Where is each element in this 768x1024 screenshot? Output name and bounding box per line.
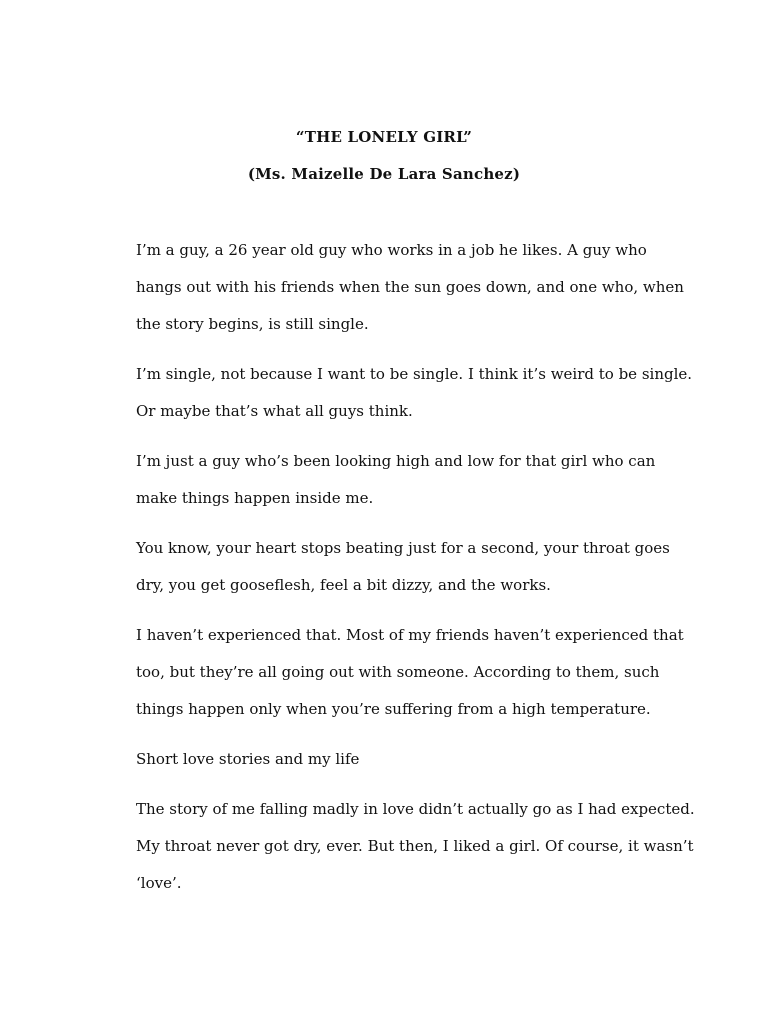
document-title: “THE LONELY GIRL” <box>295 128 473 146</box>
text-line: The story of me falling madly in love didn’t actually go as I had expected. <box>136 800 695 818</box>
paragraph <box>136 617 696 728</box>
section-heading-line <box>136 741 696 778</box>
text-line: Short love stories and my life <box>136 750 360 768</box>
text-line: hangs out with his friends when the sun goes down, and one who, when <box>136 278 684 296</box>
text-line: dry, you get gooseflesh, feel a bit dizzy, and the works. <box>136 576 551 594</box>
text-line: I haven’t experienced that. Most of my friends haven’t experienced that <box>136 626 684 644</box>
text-line: My throat never got dry, ever. But then, I liked a girl. Of course, it wasn’t <box>136 837 694 855</box>
text-line: too, but they’re all going out with someone. According to them, such <box>136 663 660 681</box>
text-line: ‘love’. <box>136 874 182 892</box>
text-line: Or maybe that’s what all guys think. <box>136 402 413 420</box>
text-line: I’m just a guy who’s been looking high and low for that girl who can <box>136 452 656 470</box>
text-line: the story begins, is still single. <box>136 315 369 333</box>
paragraph <box>136 356 696 430</box>
paragraph <box>136 791 696 902</box>
text-line: make things happen inside me. <box>136 489 374 507</box>
document-author: (Ms. Maizelle De Lara Sanchez) <box>247 165 521 183</box>
text-line: I’m single, not because I want to be single. I think it’s weird to be single. <box>136 365 693 383</box>
text-line: I’m a guy, a 26 year old guy who works in a job he likes. A guy who <box>136 241 647 259</box>
document-body <box>136 232 696 915</box>
paragraph <box>136 232 696 343</box>
paragraph <box>136 530 696 604</box>
text-line: things happen only when you’re suffering from a high temperature. <box>136 700 651 718</box>
text-line: You know, your heart stops beating just for a second, your throat goes <box>136 539 670 557</box>
paragraph <box>136 443 696 517</box>
